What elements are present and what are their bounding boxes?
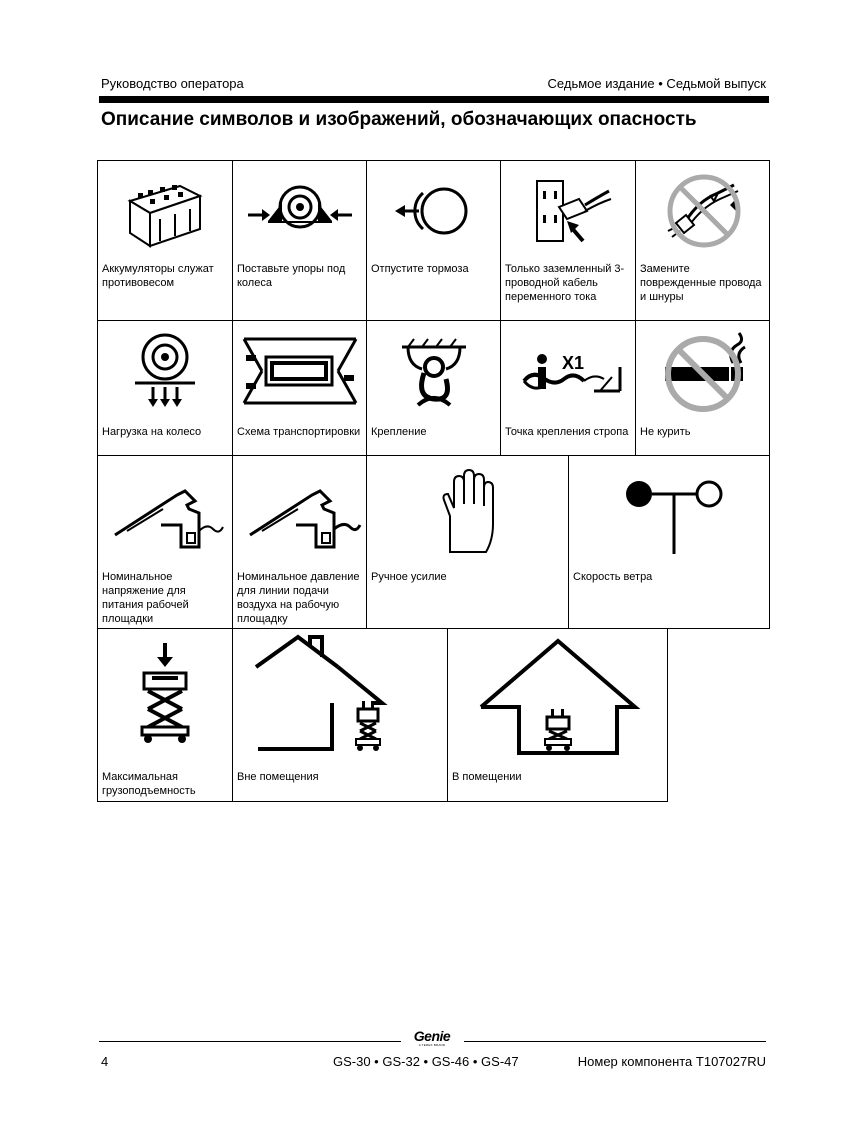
symbol-caption: В помещении bbox=[452, 771, 522, 783]
symbol-cell bbox=[232, 455, 367, 629]
symbol-caption: Не курить bbox=[640, 426, 691, 438]
logo-wordmark: Genie bbox=[413, 1028, 451, 1044]
indoor-use-icon bbox=[448, 629, 667, 759]
symbol-caption: Схема транспортировки bbox=[237, 426, 361, 438]
symbol-caption: Точка крепления стропа bbox=[505, 426, 629, 438]
symbol-caption: Отпустите тормоза bbox=[371, 263, 469, 275]
symbol-caption: Номинальное напряжение для питания рабочей площадки bbox=[102, 571, 189, 625]
part-number: Номер компонента T107027RU bbox=[577, 1054, 766, 1069]
page-number: 4 bbox=[101, 1054, 109, 1069]
header-rule bbox=[99, 96, 769, 103]
symbol-caption: Поставьте упоры под колеса bbox=[237, 263, 346, 289]
outdoor-use-icon bbox=[233, 629, 447, 759]
symbol-cell bbox=[232, 160, 367, 321]
rated-air-pressure-icon bbox=[233, 456, 366, 566]
symbol-cell bbox=[635, 160, 770, 321]
symbol-cell bbox=[366, 320, 501, 456]
max-capacity-icon bbox=[98, 629, 232, 759]
symbol-caption: Крепление bbox=[371, 426, 427, 438]
symbol-cell bbox=[232, 628, 448, 802]
tie-down-icon bbox=[367, 321, 500, 421]
symbol-cell bbox=[366, 455, 569, 629]
grounded-plug-icon bbox=[501, 161, 635, 261]
wind-speed-icon bbox=[569, 456, 769, 566]
symbol-cell bbox=[97, 320, 233, 456]
symbol-caption: Аккумуляторы служат противовесом bbox=[102, 263, 214, 289]
symbol-caption: Ручное усилие bbox=[371, 571, 447, 583]
page-title: Описание символов и изображений, обозначающих опасность bbox=[101, 109, 697, 130]
symbol-cell bbox=[635, 320, 770, 456]
symbol-caption: Скорость ветра bbox=[573, 571, 653, 583]
rated-voltage-icon bbox=[98, 456, 232, 566]
symbol-cell bbox=[500, 320, 636, 456]
genie-logo bbox=[404, 1029, 460, 1047]
symbol-cell bbox=[232, 320, 367, 456]
symbol-caption: Замените поврежденные провода и шнуры bbox=[640, 263, 762, 303]
lanyard-anchor-icon bbox=[501, 321, 635, 421]
transport-diagram-icon bbox=[233, 321, 366, 421]
release-brakes-icon bbox=[367, 161, 500, 261]
footer-rule bbox=[99, 1041, 401, 1042]
header-left: Руководство оператора bbox=[101, 76, 244, 91]
symbol-caption: Номинальное давление для линии подачи воздуха на рабочую площадку bbox=[237, 571, 360, 625]
model-list: GS-30 • GS-32 • GS-46 • GS-47 bbox=[333, 1054, 519, 1069]
symbol-cell bbox=[568, 455, 770, 629]
footer-rule bbox=[464, 1041, 766, 1042]
symbol-cell bbox=[97, 455, 233, 629]
symbol-caption: Только заземленный 3-проводной кабель переменного тока bbox=[505, 263, 625, 303]
header-right: Седьмое издание • Седьмой выпуск bbox=[547, 76, 766, 91]
symbol-cell bbox=[97, 628, 233, 802]
no-smoking-icon bbox=[636, 321, 769, 421]
symbol-cell bbox=[500, 160, 636, 321]
symbol-cell bbox=[447, 628, 668, 802]
manual-force-icon bbox=[367, 456, 568, 566]
wheel-chocks-icon bbox=[233, 161, 366, 261]
symbol-caption: Вне помещения bbox=[237, 771, 319, 783]
symbol-cell bbox=[366, 160, 501, 321]
svg-text:X1: X1 bbox=[562, 353, 585, 373]
symbol-caption: Нагрузка на колесо bbox=[102, 426, 202, 438]
symbol-cell bbox=[97, 160, 233, 321]
damaged-cord-icon bbox=[636, 161, 769, 261]
symbol-caption: Максимальная грузоподъемность bbox=[102, 771, 196, 797]
battery-counterweight-icon bbox=[98, 161, 232, 261]
wheel-load-icon bbox=[98, 321, 232, 421]
logo-tagline: A TEREX BRAND bbox=[418, 1043, 446, 1047]
